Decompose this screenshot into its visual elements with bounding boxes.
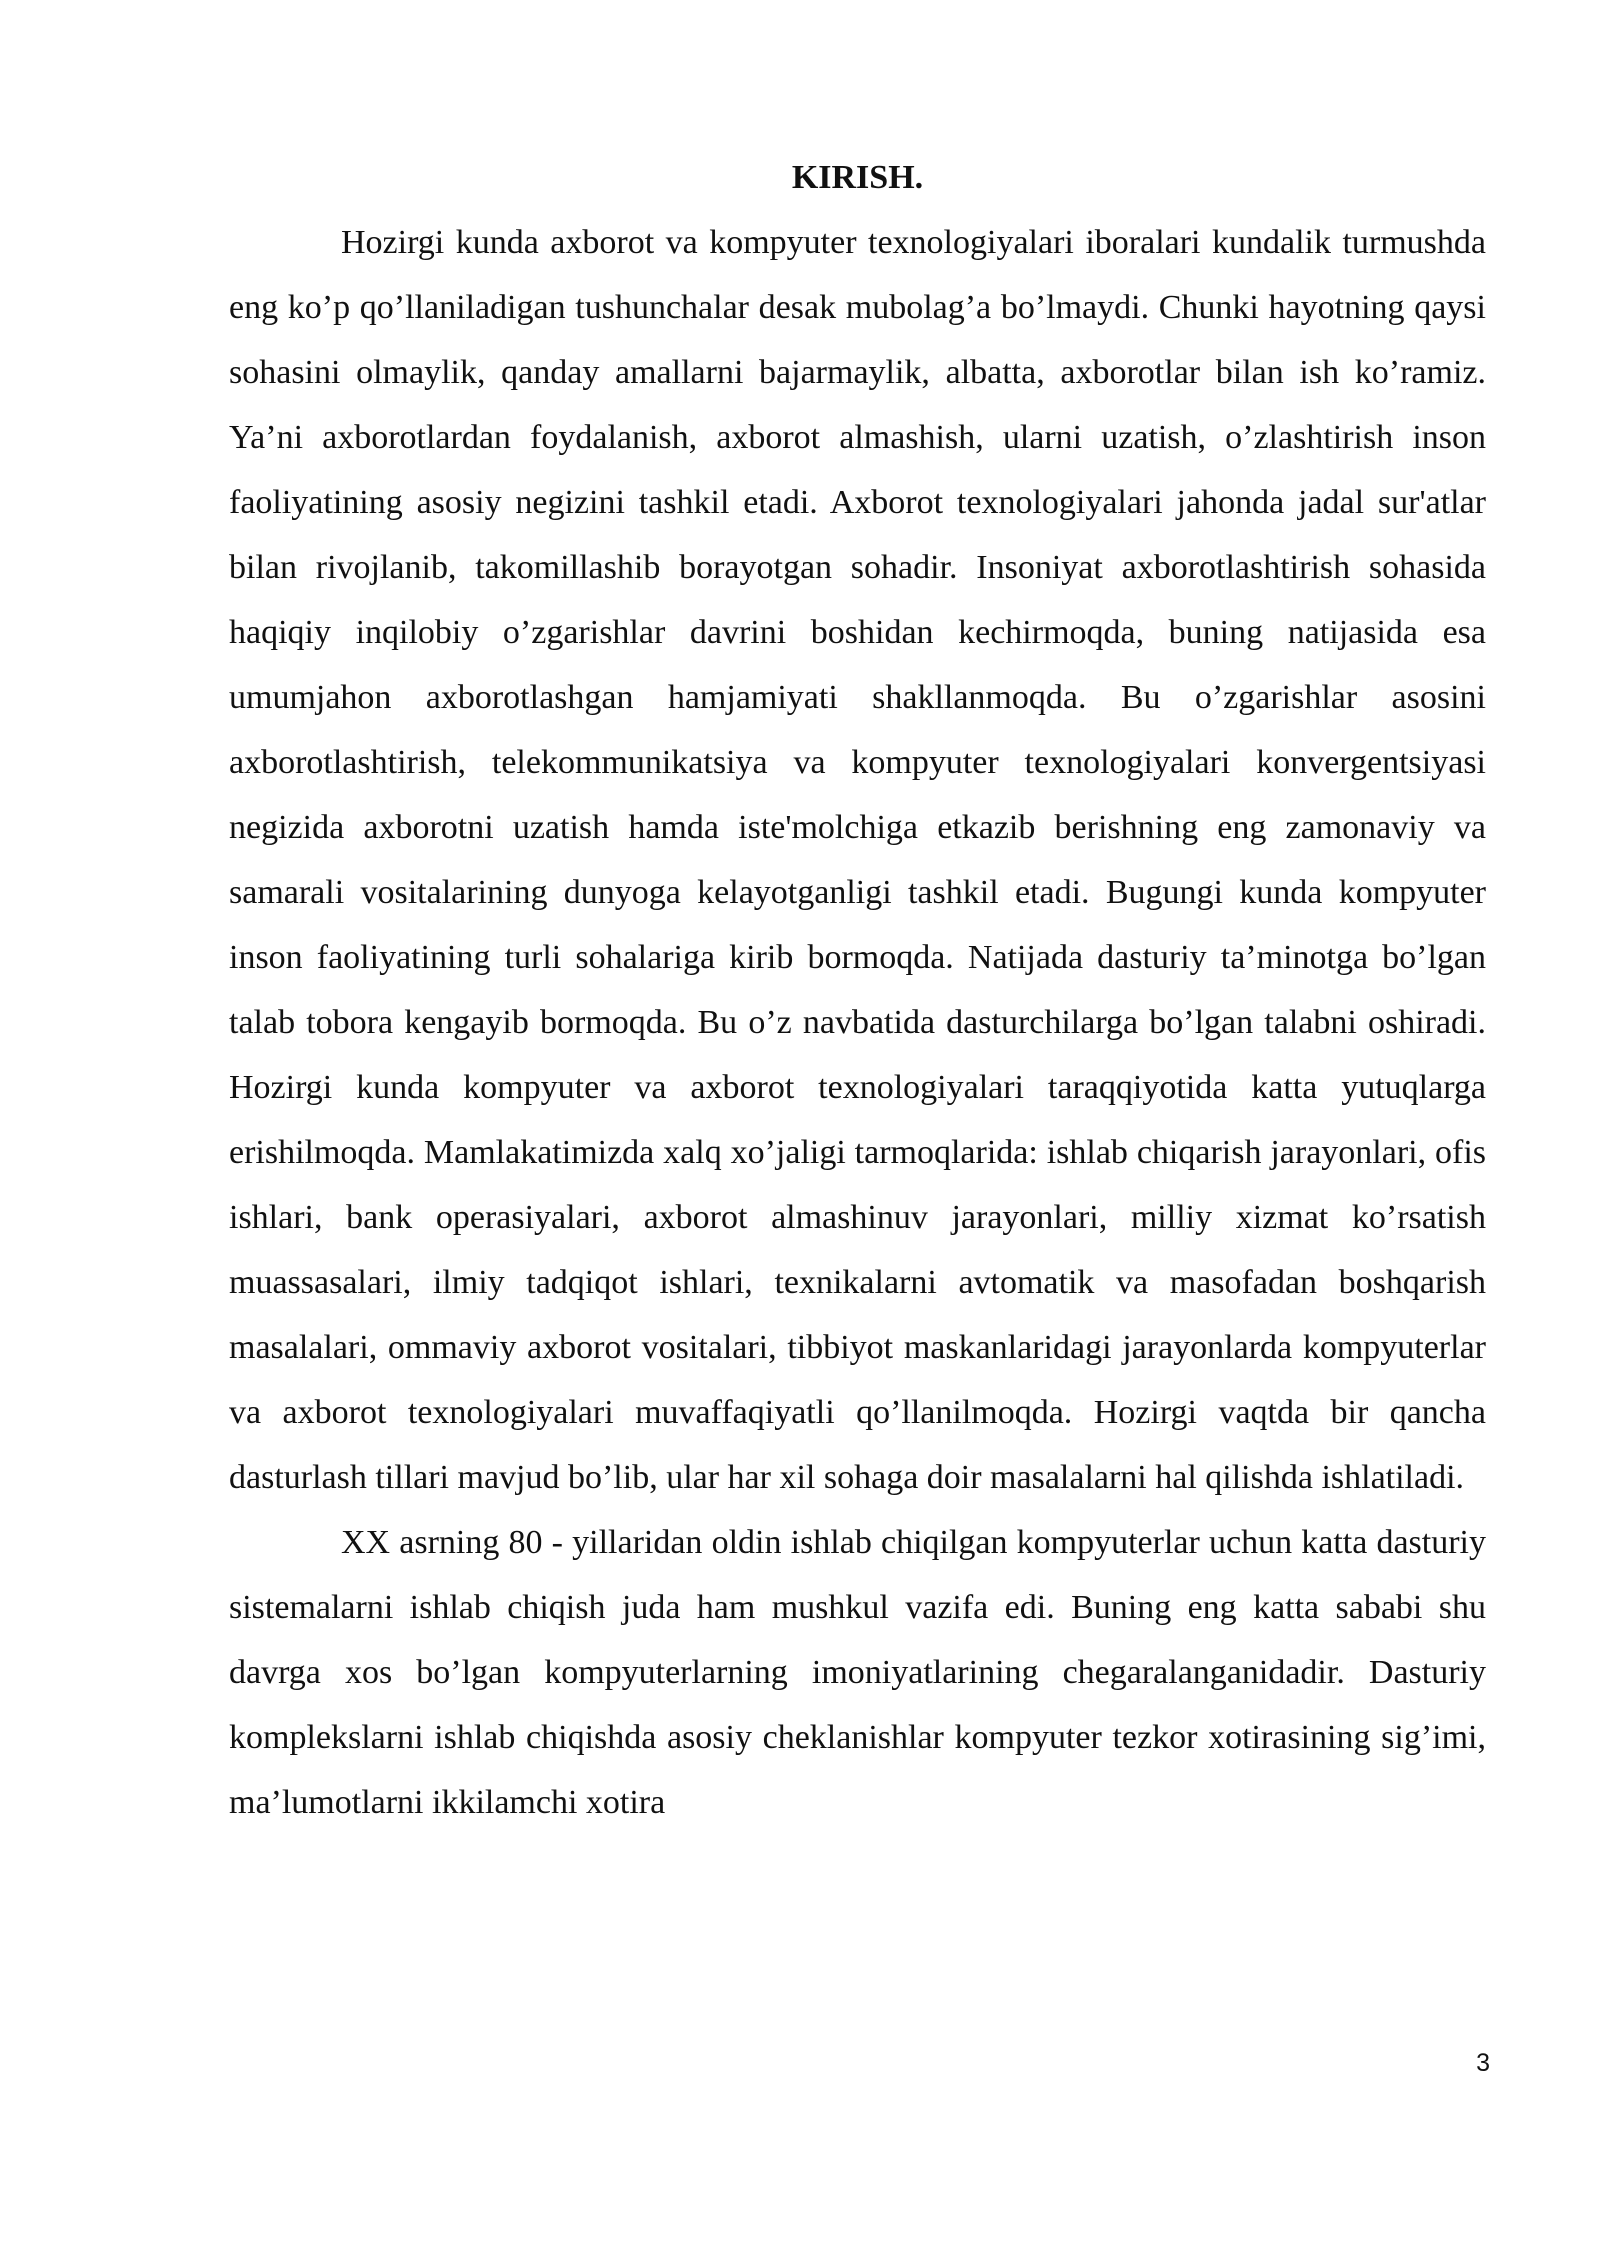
body-paragraph-1: Hozirgi kunda axborot va kompyuter texnologiyalari iboralari kundalik turmushda eng ko’p qo’llaniladigan tushunchalar desak mubolag’a bo’lmaydi. Chunki hayotning qaysi sohasini olmaylik, qanday amallarni bajarmaylik, albatta, axborotlar bilan ish ko’ramiz. Ya’ni axborotlardan foydalanish, axborot almashish, ularni uzatish, o’zlashtirish inson faoliyatining asosiy negizini tashkil etadi. Axborot texnologiyalari jahonda jadal sur'atlar bilan rivojlanib, takomillashib borayotgan sohadir. Insoniyat axborotlashtirish sohasida haqiqiy inqilobiy o’zgarishlar davrini boshidan kechirmoqda, buning natijasida esa umumjahon axborotlashgan hamjamiyati shakllanmoqda. Bu o’zgarishlar asosini axborotlashtirish, telekommunikatsiya va kompyuter texnologiyalari konvergentsiyasi negizida axborotni uzatish hamda iste'molchiga etkazib berishning eng zamonaviy va samarali vositalarining dunyoga kelayotganligi tashkil etadi. Bugungi kunda kompyuter inson faoliyatining turli sohalariga kirib bormoqda. Natijada dasturiy ta’minotga bo’lgan talab tobora kengayib bormoqda. Bu o’z navbatida dasturchilarga bo’lgan talabni oshiradi. Hozirgi kunda kompyuter va axborot texnologiyalari taraqqiyotida katta yutuqlarga erishilmoqda. Mamlakatimizda xalq xo’jaligi tarmoqlarida: ishlab chiqarish jarayonlari, ofis ishlari, bank operasiyalari, axborot almashinuv jarayonlari, milliy xizmat ko’rsatish muassasalari, ilmiy tadqiqot ishlari, texnikalarni avtomatik va masofadan boshqarish masalalari, ommaviy axborot vositalari, tibbiyot maskanlaridagi jarayonlarda kompyuterlar va axborot texnologiyalari muvaffaqiyatli qo’llanilmoqda. Hozirgi vaqtda bir qancha dasturlash tillari mavjud bo’lib, ular har xil sohaga doir masalalarni hal qilishda ishlatiladi. xyxy=(229,224,1486,1496)
page-content xyxy=(229,145,1486,1835)
page-number: 3 xyxy=(1476,2049,1490,2077)
section-title: KIRISH. xyxy=(791,159,924,196)
body-paragraph-2: XX asrning 80 - yillaridan oldin ishlab chiqilgan kompyuterlar uchun katta dasturiy sistemalarni ishlab chiqish juda ham mushkul vazifa edi. Buning eng katta sababi shu davrga xos bo’lgan kompyuterlarning imoniyatlarining chegaralanganidadir. Dasturiy komplekslarni ishlab chiqishda asosiy cheklanishlar kompyuter tezkor xotirasining sig’imi, ma’lumotlarni ikkilamchi xotira xyxy=(229,1524,1486,1821)
